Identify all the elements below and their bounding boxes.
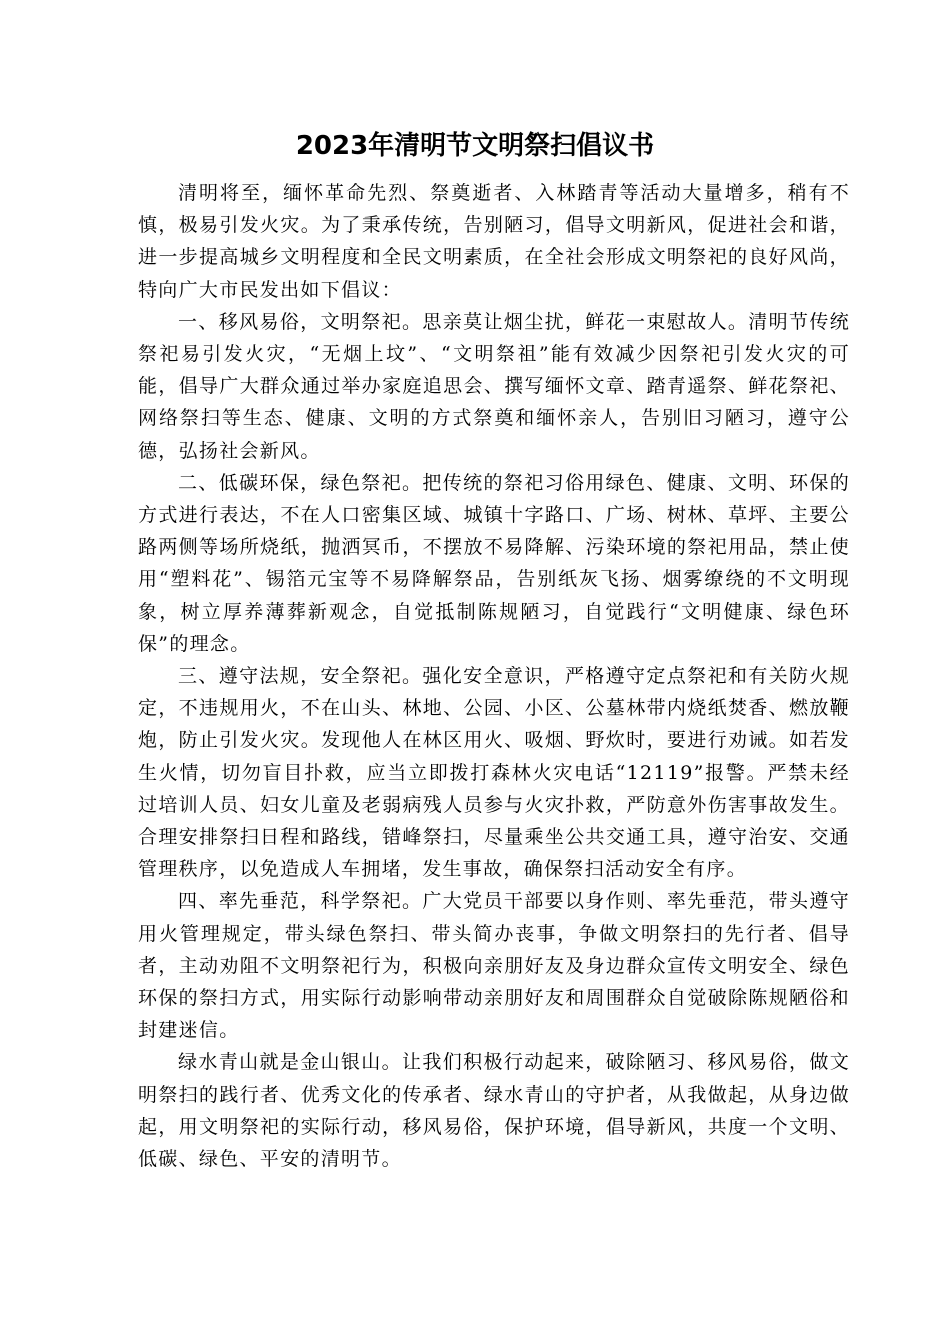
document-title: 2023年清明节文明祭扫倡议书 <box>295 131 655 161</box>
document-body <box>138 177 850 1175</box>
paragraph-four: 四、率先垂范，科学祭祀。广大党员干部要以身作则、率先垂范，带头遵守用火管理规定，带头绿色祭扫、带头简办丧事，争做文明祭扫的先行者、倡导者，主动劝阻不文明祭祀行为，积极向亲朋好友及身边群众宣传文明安全、绿色环保的祭扫方式，用实际行动影响带动亲朋好友和周围群众自觉破除陈规陋俗和封建迷信。 <box>138 890 850 1042</box>
paragraph-three: 三、遵守法规，安全祭祀。强化安全意识，严格遵守定点祭祀和有关防火规定，不违规用火，不在山头、林地、公园、小区、公墓林带内烧纸焚香、燃放鞭炮，防止引发火灾。发现他人在林区用火、吸烟、野炊时，要进行劝诫。如若发生火情，切勿盲目扑救，应当立即拨打森林火灾电话“12119”报警。严禁未经过培训人员、妇女儿童及老弱病残人员参与火灾扑救，严防意外伤害事故发生。合理安排祭扫日程和路线，错峰祭扫，尽量乘坐公共交通工具，遵守治安、交通管理秩序，以免造成人车拥堵，发生事故，确保祭扫活动安全有序。 <box>138 665 850 881</box>
paragraph-one: 一、移风易俗，文明祭祀。思亲莫让烟尘扰，鲜花一束慰故人。清明节传统祭祀易引发火灾，“无烟上坟”、“文明祭祖”能有效减少因祭祀引发火灾的可能，倡导广大群众通过举办家庭追思会、撰写缅怀文章、踏青遥祭、鲜花祭祀、网络祭扫等生态、健康、文明的方式祭奠和缅怀亲人，告别旧习陋习，遵守公德，弘扬社会新风。 <box>138 310 850 462</box>
paragraph-intro: 清明将至，缅怀革命先烈、祭奠逝者、入林踏青等活动大量增多，稍有不慎，极易引发火灾。为了秉承传统，告别陋习，倡导文明新风，促进社会和谐，进一步提高城乡文明程度和全民文明素质，在全社会形成文明祭祀的良好风尚，特向广大市民发出如下倡议： <box>138 182 850 301</box>
paragraph-closing: 绿水青山就是金山银山。让我们积极行动起来，破除陋习、移风易俗，做文明祭扫的践行者、优秀文化的传承者、绿水青山的守护者，从我做起，从身边做起，用文明祭祀的实际行动，移风易俗，保护环境，倡导新风，共度一个文明、低碳、绿色、平安的清明节。 <box>138 1051 850 1171</box>
paragraph-two: 二、低碳环保，绿色祭祀。把传统的祭祀习俗用绿色、健康、文明、环保的方式进行表达，不在人口密集区域、城镇十字路口、广场、树林、草坪、主要公路两侧等场所烧纸，抛洒冥币，不摆放不易降解、污染环境的祭祀用品，禁止使用“塑料花”、锡箔元宝等不易降解祭品，告别纸灰飞扬、烟雾缭绕的不文明现象，树立厚养薄葬新观念，自觉抵制陈规陋习，自觉践行“文明健康、绿色环保”的理念。 <box>138 471 850 655</box>
